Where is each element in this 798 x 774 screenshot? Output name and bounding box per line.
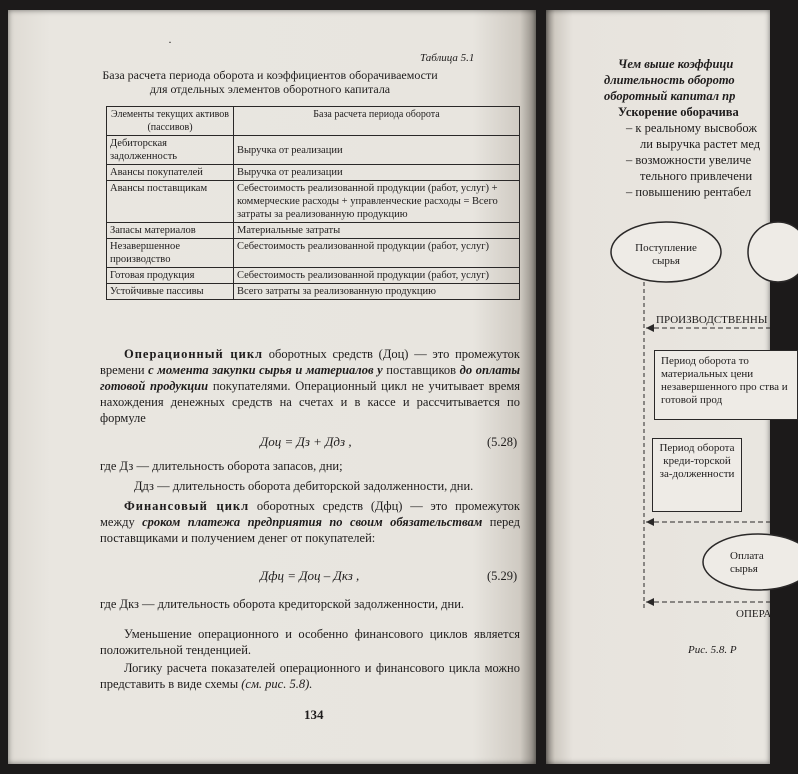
oval-right-partial — [748, 222, 798, 282]
right-heading-line: длительность оборото — [604, 73, 735, 87]
table-cell: Авансы поставщикам — [107, 181, 234, 223]
table-row — [107, 268, 520, 284]
table-cell: Незавершенное производство — [107, 239, 234, 268]
formula-5-28: Доц = Дз + Ддз , — [260, 434, 352, 449]
table-cell: Готовая продукция — [107, 268, 234, 284]
table-cell: Выручка от реализации — [234, 136, 520, 165]
text-span: покупателями. Операционный цикл не учитывает время нахождения денежных средств на счетах и в кассе и рассчитывается по формуле — [100, 379, 520, 425]
table-cell: Себестоимость реализованной продукции (работ, услуг) + коммерческие расходы + управленческие расходы = Всего затраты за реализованную продукцию — [234, 181, 520, 223]
right-heading-line: оборотный капитал пр — [604, 89, 736, 103]
equation-number: (5.29) — [487, 569, 518, 583]
paragraph-scheme — [100, 660, 520, 692]
emphasis-text: с момента закупки сырья и материалов у — [148, 363, 383, 377]
table-title-line-2: для отдельных элементов оборотного капитала — [149, 82, 391, 96]
term-operating-cycle: Операционный цикл — [124, 347, 264, 361]
emphasis-text: до оплаты готовой продукции — [100, 363, 520, 393]
production-label: ПРОИЗВОДСТВЕННЫ — [656, 314, 768, 326]
text-span: поставщиков — [382, 363, 460, 377]
table-row — [107, 136, 520, 165]
table-cell: Себестоимость реализованной продукции (работ, услуг) — [234, 268, 520, 284]
text-span: оборотных средств (Дфц) — это промежуток между — [100, 499, 520, 529]
term-financial-cycle: Финансовый цикл — [124, 499, 250, 513]
table-row — [107, 284, 520, 300]
bullet-continuation: тельного привлечени — [640, 169, 753, 183]
figure-caption: Рис. 5.8. Р — [688, 644, 737, 656]
table-header-cell: Элементы текущих активов (пассивов) — [107, 107, 234, 136]
emphasis-text: сроком платежа предприятия по своим обязательствам — [142, 515, 483, 529]
where-line: где Дкз — длительность оборота кредиторской задолженности, дни. — [100, 597, 465, 611]
oval-payment-label: Оплата сырья — [730, 550, 764, 575]
equation-number: (5.28) — [487, 435, 518, 449]
table-header-row — [107, 107, 520, 136]
table-cell: Материальные затраты — [234, 223, 520, 239]
paragraph-operating-cycle — [100, 346, 520, 426]
table-cell: Авансы покупателей — [107, 165, 234, 181]
figure-reference: (см. рис. 5.8). — [241, 677, 313, 691]
table-cell: Дебиторская задолженность — [107, 136, 234, 165]
table-title — [100, 68, 440, 96]
table-cell: Устойчивые пассивы — [107, 284, 234, 300]
bullet-item: – повышению рентабел — [626, 185, 752, 199]
formula-5-29: Дфц = Доц – Дкз , — [260, 568, 360, 583]
text-span: Логику расчета показателей операционного и финансового цикла можно представить в виде схемы — [100, 661, 520, 691]
table-row — [107, 165, 520, 181]
right-subheading: Ускорение оборачива — [618, 105, 739, 119]
turnover-table — [106, 106, 520, 300]
text-span: перед поставщиками и получением денег от покупателей: — [100, 515, 520, 545]
text-span: оборотных средств (Доц) — это промежуток времени — [100, 347, 520, 377]
table-header-cell: База расчета периода оборота — [234, 107, 520, 136]
operating-label: ОПЕРА — [736, 608, 772, 620]
page-number: 134 — [304, 707, 324, 722]
table-caption: Таблица 5.1 — [420, 52, 475, 64]
bullet-item: – возможности увеличе — [626, 153, 752, 167]
paragraph-financial-cycle — [100, 498, 520, 546]
table-title-line-1: База расчета периода оборота и коэффициентов оборачиваемости — [102, 68, 438, 82]
table-row — [107, 239, 520, 268]
arrow-head — [646, 324, 654, 332]
box-payables-period: Период оборота креди-торской за-долженности — [652, 438, 742, 512]
right-page-content — [546, 10, 788, 764]
arrow-head — [646, 518, 654, 526]
where-line: где Дз — длительность оборота запасов, дни; — [100, 459, 343, 473]
table-cell: Выручка от реализации — [234, 165, 520, 181]
table-cell: Всего затраты за реализованную продукцию — [234, 284, 520, 300]
table-row — [107, 223, 520, 239]
bullet-continuation: ли выручка растет мед — [640, 137, 761, 151]
oval-supply-label: Поступление сырья — [635, 242, 697, 267]
table-cell: Запасы материалов — [107, 223, 234, 239]
stray-mark: · — [168, 35, 172, 49]
box-inventory-period: Период оборота то материальных цени незавершенного про ства и готовой прод — [654, 350, 798, 420]
arrow-head — [646, 598, 654, 606]
where-line: Ддз — длительность оборота дебиторской задолженности, дни. — [134, 479, 474, 493]
table-row — [107, 181, 520, 223]
bullet-item: – к реальному высвобож — [626, 121, 757, 135]
right-heading-line: Чем выше коэффици — [618, 57, 734, 71]
paragraph-conclusion: Уменьшение операционного и особенно финансового циклов является положительной тенденцией. — [100, 627, 520, 657]
table-cell: Себестоимость реализованной продукции (работ, услуг) — [234, 239, 520, 268]
